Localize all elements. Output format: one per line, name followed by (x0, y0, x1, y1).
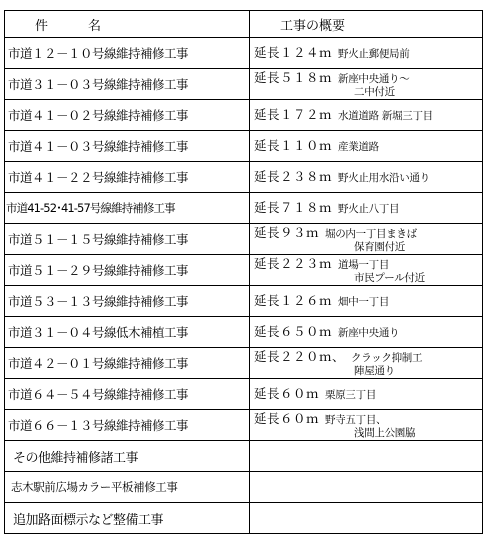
row-name: 市道４１－０２号線維持補修工事 (5, 100, 250, 131)
row-location-2: 陣屋通り (354, 364, 395, 377)
works-table (4, 10, 483, 534)
row-desc (250, 441, 483, 472)
header-name-a: 件 (35, 18, 49, 34)
row-location: 新座中央通り～ (338, 72, 410, 85)
row-length: 延長２３８ｍ (254, 169, 333, 184)
row-length: 延長６０ｍ (254, 386, 320, 401)
row-desc (250, 255, 483, 286)
row-name: 市道41-52･41-57号線維持補修工事 (5, 193, 250, 224)
table-row (5, 348, 483, 379)
row-desc (250, 100, 483, 131)
row-desc (250, 317, 483, 348)
table-row (5, 224, 483, 255)
row-name: 市道１２－１０号線維持補修工事 (5, 38, 250, 69)
row-name: 追加路面標示など整備工事 (5, 503, 250, 534)
row-location: 野火止郵便局前 (338, 48, 410, 60)
row-length: 延長７１８ｍ (254, 200, 333, 215)
table-row (5, 503, 483, 534)
row-desc (250, 69, 483, 100)
table-row (5, 100, 483, 131)
row-location-2: 市民プール付近 (354, 271, 425, 284)
row-desc (250, 131, 483, 162)
row-desc (250, 286, 483, 317)
table-row (5, 131, 483, 162)
row-name: 市道５１－１５号線維持補修工事 (5, 224, 250, 255)
table-row (5, 410, 483, 441)
table-row (5, 472, 483, 503)
row-location: 栗原三丁目 (325, 389, 377, 401)
row-desc (250, 472, 483, 503)
table-row (5, 255, 483, 286)
row-location: 野寺五丁目、 (325, 413, 387, 426)
table-row (5, 441, 483, 472)
table-row (5, 379, 483, 410)
row-location: 畑中一丁目 (338, 296, 390, 308)
row-desc (250, 193, 483, 224)
row-desc (250, 224, 483, 255)
row-name: その他維持補修諸工事 (5, 441, 250, 472)
row-location-2: 二中付近 (354, 85, 395, 98)
row-length: 延長６０ｍ (254, 410, 320, 426)
row-location: 新座中央通り (338, 327, 400, 339)
row-location: 産業道路 (338, 141, 379, 153)
row-name: 市道５３－１３号線維持補修工事 (5, 286, 250, 317)
row-length: 延長１１０ｍ (254, 138, 333, 153)
table-row (5, 193, 483, 224)
table-row (5, 317, 483, 348)
row-location: 野火止八丁目 (338, 203, 400, 215)
row-length: 延長５１８ｍ (254, 69, 333, 85)
row-name: 市道４２－０１号線維持補修工事 (5, 348, 250, 379)
row-name: 志木駅前広場カラー平板補修工事 (5, 472, 250, 503)
row-location: クラック抑制工 (351, 351, 423, 364)
row-name: 市道３１－０４号線低木補植工事 (5, 317, 250, 348)
row-location-2: 浅間上公園脇 (354, 426, 416, 439)
row-length: 延長１７２ｍ (254, 107, 333, 122)
row-location-2: 保育園付近 (354, 240, 405, 253)
row-location: 道場一丁目 (338, 258, 390, 271)
row-location: 堀の内一丁目まきば (325, 227, 417, 240)
table-header-row (5, 11, 483, 38)
row-name: 市道４１－２２号線維持補修工事 (5, 162, 250, 193)
row-desc (250, 379, 483, 410)
row-desc (250, 503, 483, 534)
row-location: 水道道路 新堀三丁目 (338, 110, 433, 122)
row-name: 市道５１－２９号線維持補修工事 (5, 255, 250, 286)
row-location: 野火止用水沿い通り (338, 172, 430, 184)
table-row (5, 286, 483, 317)
row-name: 市道３１－０３号線維持補修工事 (5, 69, 250, 100)
row-name: 市道６４－５４号線維持補修工事 (5, 379, 250, 410)
header-name (5, 11, 250, 38)
table-row (5, 162, 483, 193)
row-desc (250, 162, 483, 193)
header-name-b: 名 (88, 18, 102, 34)
row-length: 延長２２０ｍ、 (254, 348, 346, 364)
row-length: 延長９３ｍ (254, 224, 320, 240)
header-desc: 工事の概要 (250, 11, 483, 38)
row-length: 延長１２４ｍ (254, 45, 333, 60)
table-row (5, 38, 483, 69)
row-desc (250, 410, 483, 441)
row-length: 延長２２３ｍ (254, 255, 333, 271)
row-length: 延長６５０ｍ (254, 324, 333, 339)
row-desc (250, 38, 483, 69)
row-name: 市道６６－１３号線維持補修工事 (5, 410, 250, 441)
row-name: 市道４１－０３号線維持補修工事 (5, 131, 250, 162)
row-desc (250, 348, 483, 379)
table-row (5, 69, 483, 100)
row-length: 延長１２６ｍ (254, 293, 333, 308)
